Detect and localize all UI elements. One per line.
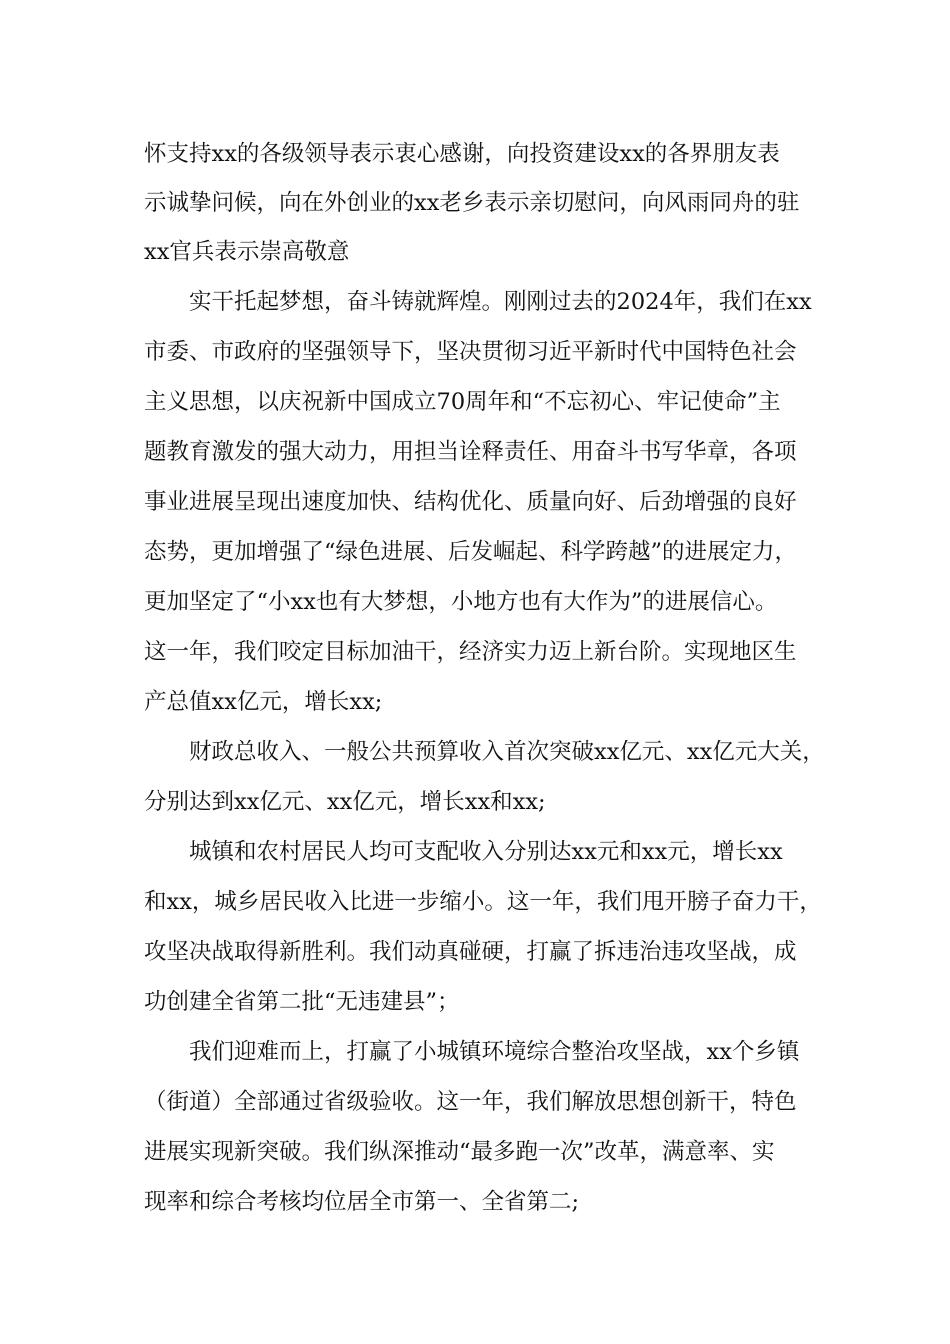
- text-line: 更加坚定了“小xx也有大梦想，小地方也有大作为”的进展信心。: [144, 589, 778, 615]
- paragraph-start-line: 城镇和农村居民人均可支配收入分别达xx元和xx元，增长xx: [189, 839, 783, 865]
- text-line: 和xx，城乡居民收入比进一步缩小。这一年，我们甩开膀子奋力干，: [144, 889, 822, 915]
- text-line: 事业进展呈现出速度加快、结构优化、质量向好、后劲增强的良好: [144, 489, 797, 515]
- paragraph-start-line: 我们迎难而上，打赢了小城镇环境综合整治攻坚战，xx个乡镇: [189, 1039, 800, 1065]
- text-line: 现率和综合考核均位居全市第一、全省第二;: [144, 1189, 580, 1215]
- text-line: 产总值xx亿元，增长xx;: [144, 689, 383, 715]
- text-line: 攻坚决战取得新胜利。我们动真碰硬，打赢了拆违治违攻坚战，成: [144, 939, 797, 965]
- text-line: （街道）全部通过省级验收。这一年，我们解放思想创新干，特色: [144, 1089, 797, 1115]
- text-line: 题教育激发的强大动力，用担当诠释责任、用奋斗书写华章，各项: [144, 439, 797, 465]
- text-line: 态势，更加增强了“绿色进展、后发崛起、科学跨越”的进展定力，: [144, 539, 798, 565]
- paragraph-start-line: 财政总收入、一般公共预算收入首次突破xx亿元、xx亿元大关，: [189, 739, 825, 765]
- text-line: xx官兵表示崇高敬意: [144, 239, 350, 265]
- text-line: 市委、市政府的坚强领导下，坚决贯彻习近平新时代中国特色社会: [144, 339, 797, 365]
- text-line: 进展实现新突破。我们纵深推动“最多跑一次”改革，满意率、实: [144, 1139, 775, 1165]
- text-line: 功创建全省第二批“无违建县”；: [144, 989, 460, 1015]
- text-line: 示诚挚问候，向在外创业的xx老乡表示亲切慰问，向风雨同舟的驻: [144, 190, 800, 216]
- text-line: 分别达到xx亿元、xx亿元，增长xx和xx;: [144, 789, 546, 815]
- text-line: 怀支持xx的各级领导表示衷心感谢，向投资建设xx的各界朋友表: [144, 141, 780, 167]
- text-line: 这一年，我们咬定目标加油干，经济实力迈上新台阶。实现地区生: [144, 639, 797, 665]
- paragraph-start-line: 实干托起梦想，奋斗铸就辉煌。刚刚过去的2024年，我们在xx: [189, 289, 812, 315]
- text-line: 主义思想，以庆祝新中国成立70周年和“不忘初心、牢记使命”主: [144, 389, 781, 415]
